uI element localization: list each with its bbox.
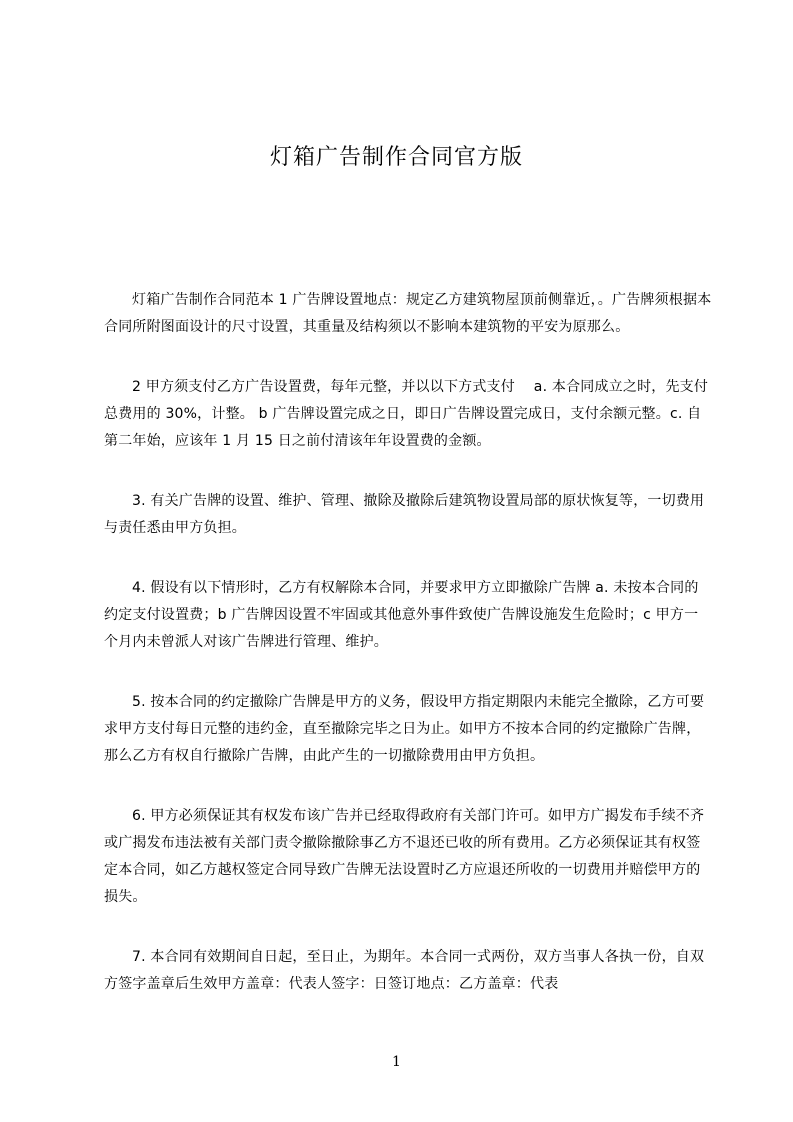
document-body <box>104 287 712 1031</box>
paragraph-1: 灯箱广告制作合同范本 1 广告牌设置地点：规定乙方建筑物屋顶前侧靠近，。广告牌须根据本合同所附图面设计的尺寸设置，其重量及结构须以不影响本建筑物的平安为原那么。 <box>104 292 712 335</box>
page-number: 1 <box>392 1054 401 1070</box>
paragraph-2: 2 甲方须支付乙方广告设置费，每年元整，并以以下方式支付 a. 本合同成立之时，先支付总费用的 30%，计整。 b 广告牌设置完成之日，即日广告牌设置完成日，支付余额元整。c. 自第二年始，应该年 1 月 15 日之前付清该年年设置费的金额。 <box>104 379 709 449</box>
paragraph-3: 3. 有关广告牌的设置、维护、管理、撤除及撤除后建筑物设置局部的原状恢复等，一切费用与责任悉由甲方负担。 <box>104 493 705 536</box>
paragraph-6: 6. 甲方必须保证其有权发布该广告并已经取得政府有关部门许可。如甲方广揭发布手续不齐或广揭发布违法被有关部门责令撤除撤除事乙方不退还已收的所有费用。乙方必须保证其有权签定本合同，如乙方越权签定合同导致广告牌无法设置时乙方应退还所收的一切费用并赔偿甲方的损失。 <box>104 808 705 905</box>
paragraph-7: 7. 本合同有效期间自日起，至日止，为期年。本合同一式两份，双方当事人各执一份，自双方签字盖章后生效甲方盖章：代表人签字：日签订地点：乙方盖章：代表 <box>104 949 705 992</box>
paragraph-5: 5. 按本合同的约定撤除广告牌是甲方的义务，假设甲方指定期限内未能完全撤除，乙方可要求甲方支付每日元整的违约金，直至撤除完毕之日为止。如甲方不按本合同的约定撤除广告牌，那么乙方有权自行撤除广告牌，由此产生的一切撤除费用由甲方负担。 <box>104 694 705 764</box>
document-title: 灯箱广告制作合同官方版 <box>269 145 523 170</box>
paragraph-4: 4. 假设有以下情形时，乙方有权解除本合同，并要求甲方立即撤除广告牌 a. 未按本合同的约定支付设置费；b 广告牌因设置不牢固或其他意外事件致使广告牌设施发生危险时；c 甲方一个月内未曾派人对该广告牌进行管理、维护。 <box>104 580 699 650</box>
